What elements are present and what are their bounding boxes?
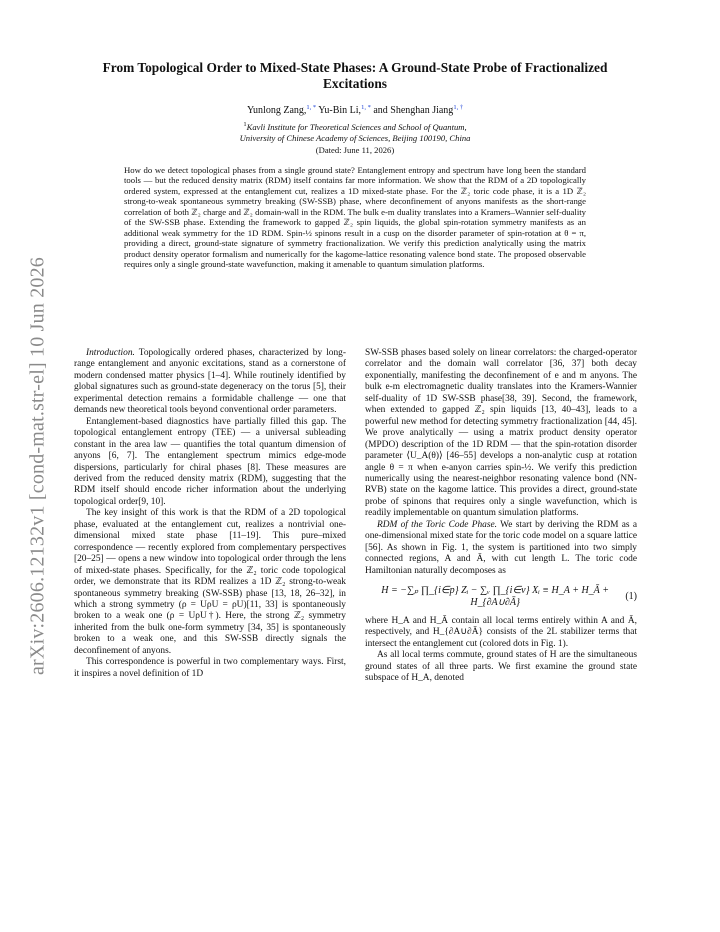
paragraph-text: We start by deriving the RDM as a one-dimensional mixed state for the toric code model on a square lattice [56]. As shown in Fig. 1, the system is partitioned into two simply connected regions, A and Ā, with cut length L. The toric code Hamiltonian naturally decomposes as — [365, 519, 637, 576]
paragraph: The key insight of this work is that the RDM of a 2D topological phase, evaluated at the entanglement cut, realizes a nontrivial one-dimensional mixed state phase [11–19]. This pure–mixed correspondence — recently explored from complementary perspectives [20–25] — opens a new window into topological order through the lens of mixed-state phases. Specifically, for the ℤ₂ toric code topological order, we demonstrate that its RDM realizes a 1D ℤ₂ strong-to-weak spontaneous symmetry breaking (SW-SSB) phase [13, 18, 26–32], in which a strong symmetry (ρ = UρU = ρU)[11, 33] is spontaneously broken to a weak one (ρ = UρU†). Here, the strong ℤ₂ symmetry inherited from the bulk one-form symmetry [34, 35] is spontaneously broken to a weak one, and this SW-SSB directly signals the deconfinement of anyons. — [74, 508, 346, 656]
arxiv-identifier: arXiv:2606.12132v1 [cond-mat.str-el] 10 Jun 2026 — [26, 256, 49, 676]
left-column — [74, 348, 346, 680]
author-mark[interactable]: 1, * — [306, 104, 317, 111]
paragraph: where H_A and H_Ā contain all local terms entirely within A and Ā, respectively, and H_{∂A∪∂Ā} consists of the 2L stabilizer terms that intersect the entanglement cut (colored dots in Fig. 1). — [365, 615, 637, 649]
affiliation-line: Kavli Institute for Theoretical Sciences and School of Quantum, — [246, 122, 467, 132]
paragraph: SW-SSB phases based solely on linear correlators: the charged-operator correlator and the domain wall correlator [36, 37] both decay exponentially, manifesting the deconfinement of e and m anyons. The bulk e-m electromagnetic duality translates into the Kramers-Wannier self-duality of 1D SW-SSB phase[38, 39]. Second, the framework, when extended to gapped ℤ₂ spin liquids [13, 40–43], leads to a powerful new method for detecting symmetry fractionalization [44, 45]. We prove analytically — using a matrix product density operator (MPDO) description of the 1D RDM — that the spin-rotation disorder parameter ⟨U_A(θ)⟩ [46–55] develops a non-analytic cusp at rotation angle θ = π when e-anyon carries spin-½. We verify this prediction numerically using the nearest-neighbor resonating valence bond (NN-RVB) state on the kagome lattice. This provides a direct, ground-state probe of spinons that requires only a single wavefunction, which is readily implementable on quantum simulation platforms. — [365, 348, 637, 519]
equation-number: (1) — [625, 590, 637, 602]
arxiv-sidebar — [0, 0, 60, 932]
equation-body: H = −∑ₚ ∏_{i∈p} Zᵢ − ∑ᵥ ∏_{i∈v} Xᵢ ≡ H_A + H_Ā + H_{∂A∪∂Ā} — [381, 585, 610, 608]
equation — [365, 585, 637, 608]
section-lead: Introduction. — [86, 348, 135, 358]
paragraph: As all local terms commute, ground states of H are the simultaneous ground states of all three parts. We first examine the ground state subspace of H_A, denoted — [365, 650, 637, 684]
paragraph-text: Topologically ordered phases, characterized by long-range entanglement and anyonic excitations, stand as a cornerstone of modern condensed matter physics [1–4]. While routinely identified by global signatures such as ground-state degeneracy on the torus [5], their experimental detection remains a formidable challenge — one that demands new theoretical tools beyond conventional order parameters. — [74, 348, 346, 416]
affiliation — [74, 119, 636, 144]
author-list — [74, 104, 636, 116]
paragraph — [365, 520, 637, 577]
paragraph — [74, 348, 346, 417]
affiliation-line: University of Chinese Academy of Sciences, Beijing 100190, China — [239, 133, 471, 143]
author-name: and Shenghan Jiang — [373, 105, 454, 116]
paper-title: From Topological Order to Mixed-State Phases: A Ground-State Probe of Fractionalized Excitations — [102, 60, 608, 91]
right-column — [365, 348, 637, 685]
section-lead: RDM of the Toric Code Phase. — [377, 519, 498, 530]
affiliation-mark: 1 — [243, 121, 247, 128]
paper-page — [74, 60, 637, 684]
abstract: How do we detect topological phases from a single ground state? Entanglement entropy and spectrum have long been the standard tools — but the reduced density matrix (RDM) itself contains far more information. We show that the RDM of a 2D topologically ordered system, expressed at the entanglement cut, realizes a 1D mixed-state phase. For the ℤ₂ toric code phase, it is a 1D ℤ₂ strong-to-weak spontaneous symmetry breaking (SW-SSB) phase, where deconfinement of anyons manifests as the short-range correlation of both ℤ₂ charge and ℤ₂ domain-wall in the RDM. The bulk e-m duality translates into a Kramers–Wannier self-duality of the SW-SSB phase. Extending the framework to gapped ℤ₂ spin liquids, the global spin-rotation symmetry manifests as an additional weak symmetry for the 1D RDM. Spin-½ spinons result in a cusp on the disorder parameter of spin-rotation at θ = π, providing a direct, ground-state signature of symmetry fractionalization. We verify this prediction analytically using the matrix product density operator formalism and numerically for the kagome-lattice resonating valence bond state. The proposed observable requires only a single ground-state wavefunction, making it amenable to quantum simulation platforms. — [124, 165, 586, 270]
paragraph: Entanglement-based diagnostics have partially filled this gap. The topological entanglement entropy (TEE) — a universal subleading constant in the area law — quantifies the total quantum dimension of anyons [6, 7]. The entanglement spectrum mimics edge-mode dispersions, particularly for chiral phases [8]. These measures are derived from the reduced density matrix (RDM), suggesting that the RDM itself should encode richer information about the underlying topological order[9, 10]. — [74, 416, 346, 507]
date-line: (Dated: June 11, 2026) — [315, 145, 395, 155]
author-name: Yu-Bin Li, — [318, 105, 362, 116]
author-mark[interactable]: 1, † — [453, 104, 464, 111]
author-mark[interactable]: 1, * — [361, 104, 371, 111]
paragraph: This correspondence is powerful in two complementary ways. First, it inspires a novel definition of 1D — [74, 657, 346, 679]
author-name: Yunlong Zang, — [246, 105, 307, 116]
